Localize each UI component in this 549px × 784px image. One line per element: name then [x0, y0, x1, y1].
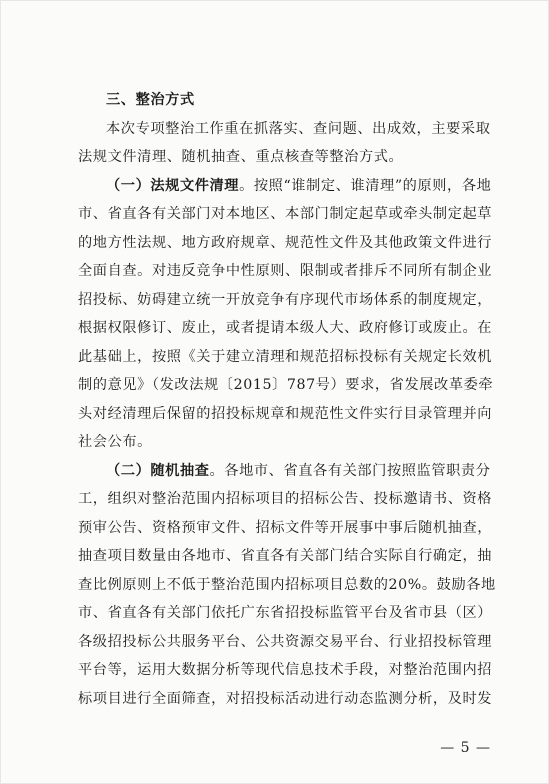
item1-first-line-text: 。按照“谁制定、谁清理”的原则，各地: [239, 177, 492, 194]
paragraph-line: 全面自查。对违反竞争中性原则、限制或者排斥不同所有制企业: [78, 263, 493, 279]
item2-first-line-text: 。各地市、省直各有关部门按照监管职责分: [209, 462, 491, 479]
paragraph-line: 招投标、妨碍建立统一开放竞争有序现代市场体系的制度规定，: [78, 291, 493, 308]
paragraph-line: 各级招投标公共服务平台、公共资源交易平台、行业招投标管理: [78, 633, 493, 650]
paragraph-line: 预审公告、资格预审文件、招标文件等开展事中事后随机抽查，: [78, 519, 493, 536]
item1-label: （一）法规文件清理: [106, 177, 240, 194]
paragraph-line: 根据权限修订、废止，或者提请本级人大、政府修订或废止。在: [78, 320, 493, 336]
paragraph-line: 头对经清理后保留的招投标规章和规范性文件实行目录管理并向: [78, 405, 493, 422]
paragraph-line: 此基础上，按照《关于建立清理和规范招标投标有关规定长效机: [78, 348, 493, 365]
paragraph-line: 社会公布。: [78, 434, 152, 450]
item1-first-line: [78, 172, 492, 201]
paragraph-line: 平台等，运用大数据分析等现代信息技术手段，对整治范围内招: [78, 662, 493, 678]
item2-first-line: [78, 457, 489, 486]
paragraph-line: 抽查项目数量由各地市、省直各有关部门结合实际自行确定，抽: [78, 548, 493, 564]
document-body: [78, 86, 496, 713]
paragraph-line: 标项目进行全面筛查，对招投标活动进行动态监测分析，及时发: [78, 690, 493, 707]
section-intro-line-2: 法规文件清理、随机抽查、重点核查等整治方式。: [78, 149, 404, 165]
paragraph-line: 工，组织对整治范围内招标项目的招标公告、投标邀请书、资格: [78, 491, 493, 507]
paragraph-line: 的地方性法规、地方政府规章、规范性文件及其他政策文件进行: [78, 234, 493, 251]
section-intro-line-1: 本次专项整治工作重在抓落实、查问题、出成效，主要采取: [106, 120, 491, 137]
paragraph-line: 市、省直各有关部门对本地区、本部门制定起草或牵头制定起草: [78, 206, 493, 222]
page-number: — 5 —: [440, 740, 491, 756]
paragraph-line: 查比例原则上不低于整治范围内招标项目总数的20%。鼓励各地: [78, 576, 496, 593]
paragraph-line: 制的意见》（发改法规〔2015〕787号）要求，省发展改革委牵: [78, 377, 494, 393]
paragraph-line: 市、省直各有关部门依托广东省招投标监管平台及省市县（区）: [78, 605, 493, 621]
item2-label: （二）随机抽查: [106, 462, 210, 479]
section-heading: 三、整治方式: [106, 92, 195, 108]
